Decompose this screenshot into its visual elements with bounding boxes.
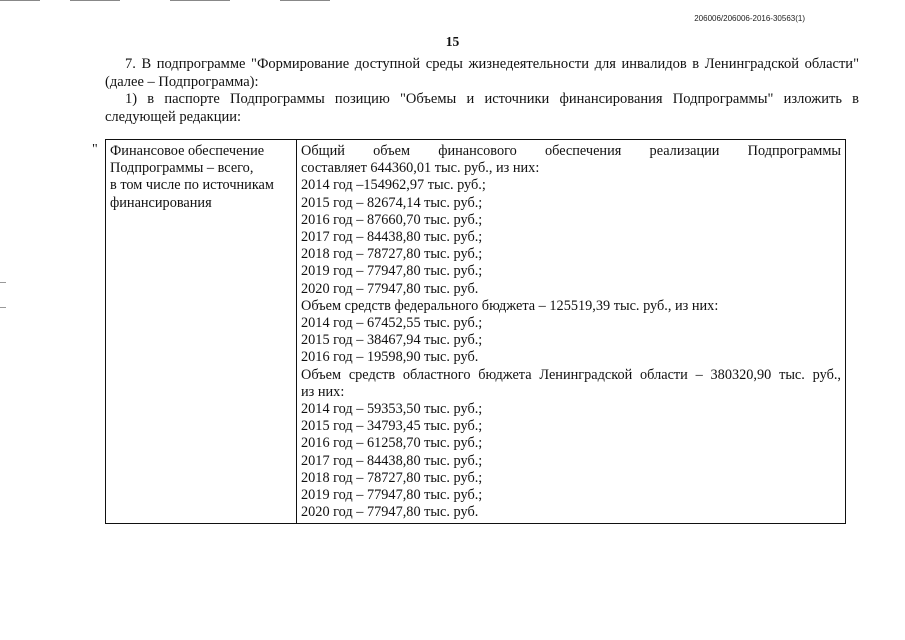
scan-edge-tick [0,282,6,283]
value-line: 2015 год – 34793,45 тыс. руб.; [301,418,483,435]
value-line: из них: [301,383,345,400]
opening-quote-mark: " [92,142,98,157]
value-line: составляет 644360,01 тыс. руб., из них: [301,160,540,177]
value-line: 2017 год – 84438,80 тыс. руб.; [301,229,483,246]
paragraph-subprogram: 7. В подпрограмме "Формирование доступной среды жизнедеятельности для инвалидов в Ленинградской области" (далее – Подпрограмма): [105,56,859,90]
value-line: 2020 год – 77947,80 тыс. руб. [301,280,479,297]
label-line: финансирования [110,194,212,211]
value-line: 2015 год – 82674,14 тыс. руб.; [301,194,483,211]
body-text [105,56,859,126]
value-line: 2019 год – 77947,80 тыс. руб.; [301,487,483,504]
table-row [106,140,846,524]
funding-values-cell [297,140,846,524]
label-line: Финансовое обеспечение [110,143,265,159]
value-line: 2016 год – 87660,70 тыс. руб.; [301,211,483,228]
value-line: 2016 год – 19598,90 тыс. руб. [301,349,479,366]
value-line: 2018 год – 78727,80 тыс. руб.; [301,246,483,263]
value-line: 2014 год – 67452,55 тыс. руб.; [301,315,483,332]
value-line: Объем средств федерального бюджета – 125519,39 тыс. руб., из них: [301,297,719,314]
document-code: 206006/206006-2016-30563(1) [694,14,805,23]
funding-label-cell [106,140,297,524]
label-line: Подпрограммы – всего, [110,160,254,177]
value-line: 2017 год – 84438,80 тыс. руб.; [301,452,483,469]
passport-table [105,139,846,524]
value-line: 2018 год – 78727,80 тыс. руб.; [301,469,483,486]
value-line: 2020 год – 77947,80 тыс. руб. [301,504,479,521]
value-line: 2014 год – 59353,50 тыс. руб.; [301,401,483,418]
scan-edge-tick [0,307,6,308]
value-line: 2019 год – 77947,80 тыс. руб.; [301,263,483,280]
paragraph-passport: 1) в паспорте Подпрограммы позицию "Объемы и источники финансирования Подпрограммы" изложить в следующей редакции: [105,91,859,125]
value-line: 2015 год – 38467,94 тыс. руб.; [301,332,483,349]
value-line: 2014 год –154962,97 тыс. руб.; [301,177,486,194]
label-line: в том числе по источникам [110,177,274,194]
page-number: 15 [445,34,460,49]
value-line: 2016 год – 61258,70 тыс. руб.; [301,435,483,452]
value-line: Объем средств областного бюджета Ленинградской области – 380320,90 тыс. руб., [301,366,841,383]
value-line: Общий объем финансового обеспечения реализации Подпрограммы [301,143,841,159]
